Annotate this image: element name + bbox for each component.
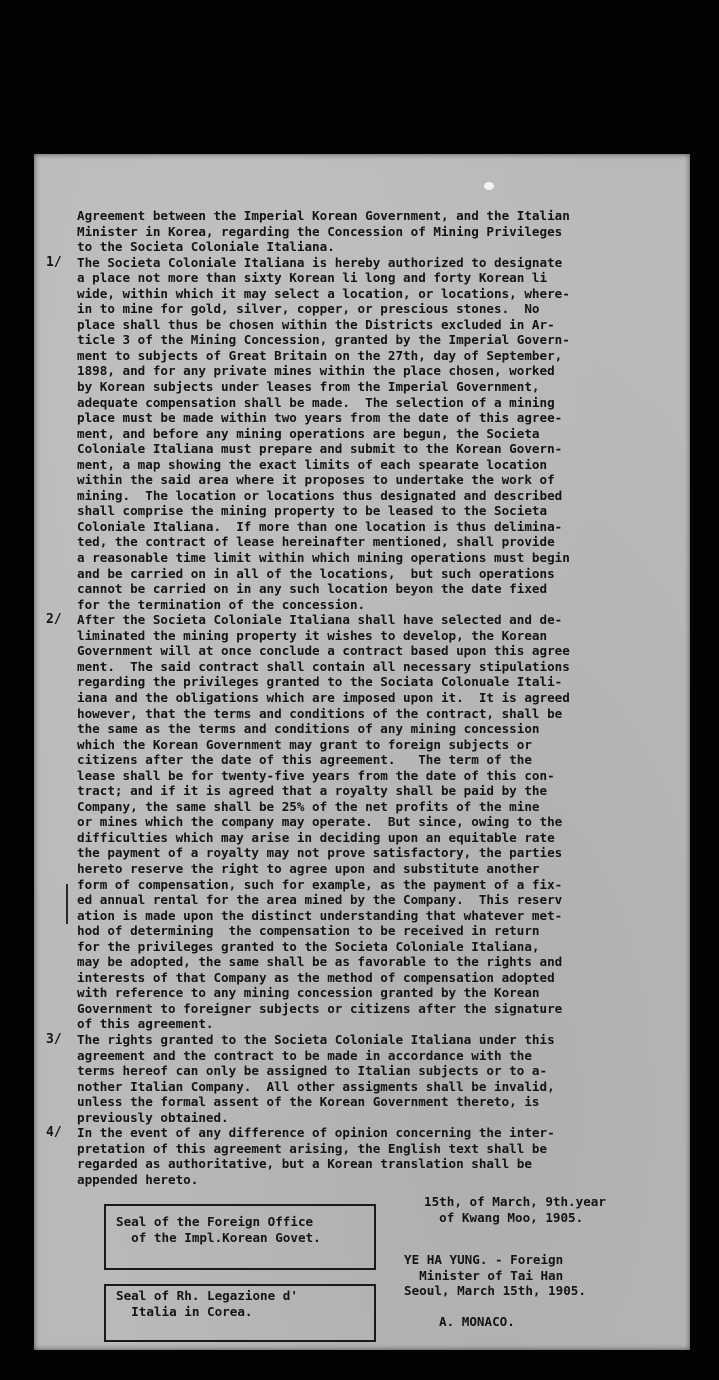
clause-line: hereto reserve the right to agree upon and substitute another xyxy=(77,860,540,876)
clause-line: a reasonable time limit within which mining operations must begin xyxy=(77,550,570,566)
clause-line: Government to foreigner subjects or citizens after the signature xyxy=(77,1000,563,1016)
agreement-body xyxy=(77,208,687,1187)
clause-line: lease shall be for twenty-five years from the date of this con- xyxy=(77,767,555,783)
clause-line: nother Italian Company. All other assigments shall be invalid, xyxy=(77,1078,555,1094)
clause-line: the same as the terms and conditions of any mining concession xyxy=(77,721,540,737)
clause-line: previously obtained. xyxy=(77,1109,229,1125)
paper-blemish xyxy=(484,182,494,190)
clause-line: liminated the mining property it wishes to develop, the Korean xyxy=(77,627,548,643)
clause-line: 1898, and for any private mines within the place chosen, worked xyxy=(77,363,555,379)
seal-text-line: Seal of Rh. Legazione d' xyxy=(116,1288,298,1303)
clause-line: unless the formal assent of the Korean Government thereto, is xyxy=(77,1094,540,1110)
clause-line: Coloniale Italiana must prepare and submit to the Korean Govern- xyxy=(77,441,563,457)
date-text-line: of Kwang Moo, 1905. xyxy=(424,1209,584,1225)
seal-text-line: Seal of the Foreign Office xyxy=(116,1214,314,1229)
clause-line: ment to subjects of Great Britain on the 27th, day of September, xyxy=(77,347,563,363)
clause-line: In the event of any difference of opinion concerning the inter- xyxy=(77,1125,555,1141)
date-line xyxy=(424,1194,606,1225)
clause-line: appended hereto. xyxy=(77,1171,199,1187)
clause-line: for the privileges granted to the Societa Coloniale Italiana, xyxy=(77,938,540,954)
signer-text-line: Minister of Tai Han xyxy=(404,1267,564,1283)
clause-line: wide, within which it may select a location, or locations, where- xyxy=(77,285,570,301)
clause-line: agreement and the contract to be made in accordance with the xyxy=(77,1047,532,1063)
title-line: to the Societa Coloniale Italiana. xyxy=(77,239,335,255)
title-line: Agreement between the Imperial Korean Government, and the Italian xyxy=(77,208,570,223)
seal-korean-foreign-office xyxy=(104,1204,376,1270)
title-line: Minister in Korea, regarding the Concession of Mining Privileges xyxy=(77,223,563,239)
clause-line: ment, and before any mining operations are begun, the Societa xyxy=(77,425,540,441)
clause-line: ed annual rental for the area mined by the Company. This reserv xyxy=(77,892,563,908)
clause-number: 3/ xyxy=(46,1032,62,1048)
clause-line: regarding the privileges granted to the Sociata Colonuale Itali- xyxy=(77,674,563,690)
clause-line: cannot be carried on in any such location beyon the date fixed xyxy=(77,581,548,597)
clause-line: difficulties which may arise in deciding upon an equitable rate xyxy=(77,829,555,845)
seal-italian-legation xyxy=(104,1284,376,1342)
clause-number: 2/ xyxy=(46,612,62,628)
clause-line: with reference to any mining concession granted by the Korean xyxy=(77,985,540,1001)
clause-line: ticle 3 of the Mining Concession, granted by the Imperial Govern- xyxy=(77,332,570,348)
signature-italian-minister: A. MONACO. xyxy=(439,1314,515,1329)
clause-line: ation is made upon the distinct understanding that whatever met- xyxy=(77,907,563,923)
clause-line: After the Societa Coloniale Italiana shall have selected and de- xyxy=(77,612,563,628)
seal-text-line: Italia in Corea. xyxy=(116,1303,253,1319)
clause-line: for the termination of the concession. xyxy=(77,596,366,612)
clause-line: Coloniale Italiana. If more than one location is thus delimina- xyxy=(77,518,563,534)
clause-line: ment. The said contract shall contain all necessary stipulations xyxy=(77,658,570,674)
clause-line: citizens after the date of this agreement. The term of the xyxy=(77,752,532,768)
clause-line: tract; and if it is agreed that a royalty shall be paid by the xyxy=(77,783,548,799)
clause-line: the payment of a royalty may not prove satisfactory, the parties xyxy=(77,845,563,861)
clause-line: and be carried on in all of the locations, but such operations xyxy=(77,565,555,581)
clause-line: a place not more than sixty Korean li long and forty Korean li xyxy=(77,270,548,286)
clause-line: within the said area where it proposes to undertake the work of xyxy=(77,472,555,488)
seal-text-line: of the Impl.Korean Govet. xyxy=(116,1229,321,1245)
clause-line: in to mine for gold, silver, copper, or prescious stones. No xyxy=(77,301,540,317)
clause-line: may be adopted, the same shall be as favorable to the rights and xyxy=(77,954,563,970)
clause-line: of this agreement. xyxy=(77,1016,214,1032)
clause-line: by Korean subjects under leases from the Imperial Government, xyxy=(77,379,540,395)
clause-line: pretation of this agreement arising, the English text shall be xyxy=(77,1140,548,1156)
clause-line: ted, the contract of lease hereinafter mentioned, shall provide xyxy=(77,534,555,550)
clause-line: form of compensation, such for example, as the payment of a fix- xyxy=(77,876,563,892)
clause-line: regarded as authoritative, but a Korean translation shall be xyxy=(77,1156,532,1172)
clause-line: which the Korean Government may grant to foreign subjects or xyxy=(77,736,532,752)
clause-line: The Societa Coloniale Italiana is hereby authorized to designate xyxy=(77,254,563,270)
clause-line: terms hereof can only be assigned to Italian subjects or to a- xyxy=(77,1063,548,1079)
clause-line: ment, a map showing the exact limits of each spearate location xyxy=(77,456,548,472)
clause-line: interests of that Company as the method of compensation adopted xyxy=(77,969,555,985)
margin-pencil-mark xyxy=(66,884,68,924)
clause-line: hod of determining the compensation to be received in return xyxy=(77,923,540,939)
clause-line: place must be made within two years from the date of this agree- xyxy=(77,410,563,426)
clause-line: place shall thus be chosen within the Districts excluded in Ar- xyxy=(77,316,555,332)
clause-line: however, that the terms and conditions of the contract, shall be xyxy=(77,705,563,721)
clause-line: Government will at once conclude a contract based upon this agree xyxy=(77,643,570,659)
clause-number: 1/ xyxy=(46,254,62,270)
document-page xyxy=(34,154,690,1350)
clause-number: 4/ xyxy=(46,1125,62,1141)
signer-text-line: Seoul, March 15th, 1905. xyxy=(404,1283,586,1299)
signature-korean-minister xyxy=(404,1252,586,1299)
signer-text-line: YE HA YUNG. - Foreign xyxy=(404,1252,564,1267)
date-text-line: 15th, of March, 9th.year xyxy=(424,1194,606,1209)
clause-line: shall comprise the mining property to be leased to the Societa xyxy=(77,503,548,519)
clause-line: The rights granted to the Societa Coloniale Italiana under this xyxy=(77,1031,555,1047)
clause-line: iana and the obligations which are imposed upon it. It is agreed xyxy=(77,689,570,705)
clause-line: Company, the same shall be 25% of the net profits of the mine xyxy=(77,798,540,814)
clause-line: adequate compensation shall be made. The selection of a mining xyxy=(77,394,555,410)
clause-line: or mines which the company may operate. But since, owing to the xyxy=(77,814,563,830)
clause-line: mining. The location or locations thus designated and described xyxy=(77,487,563,503)
